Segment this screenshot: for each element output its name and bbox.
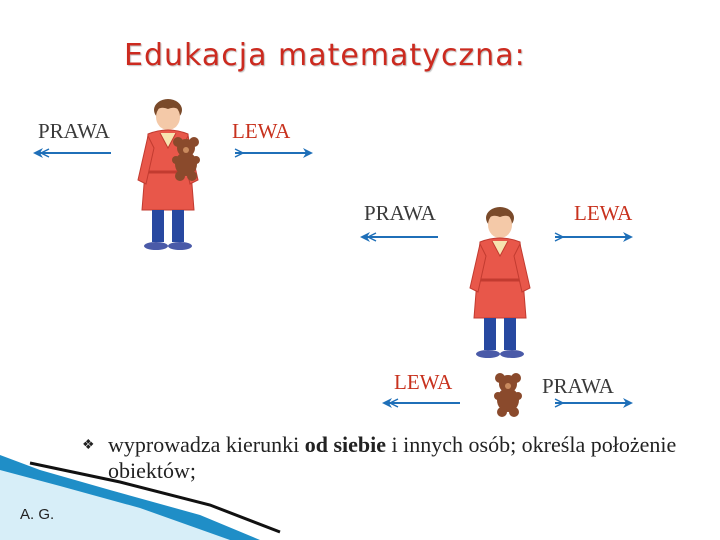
- teddy-bear-icon-2: [494, 373, 522, 417]
- arrow-right-1: [235, 148, 313, 158]
- slide-title: Edukacja matematyczna:: [124, 38, 526, 73]
- arrow-right-3: [555, 398, 633, 408]
- arrow-left-2: [360, 232, 438, 242]
- author-initials: A. G.: [20, 506, 55, 523]
- arrow-right-2: [555, 232, 633, 242]
- label-lewa-3: LEWA: [394, 370, 453, 394]
- bullet-marker-icon: ❖: [82, 436, 95, 452]
- label-prawa-3: PRAWA: [542, 374, 614, 398]
- teddy-bear-icon: [172, 137, 200, 181]
- label-lewa-2: LEWA: [574, 201, 633, 225]
- bullet-text: wyprowadza kierunki od siebie i innych osób; określa położenie obiektów;: [108, 432, 677, 483]
- label-lewa-1: LEWA: [232, 119, 291, 143]
- arrow-left-1: [33, 148, 111, 158]
- arrow-left-3: [382, 398, 460, 408]
- label-prawa-1: PRAWA: [38, 119, 110, 143]
- label-prawa-2: PRAWA: [364, 201, 436, 225]
- boy-figure-2: [470, 207, 530, 358]
